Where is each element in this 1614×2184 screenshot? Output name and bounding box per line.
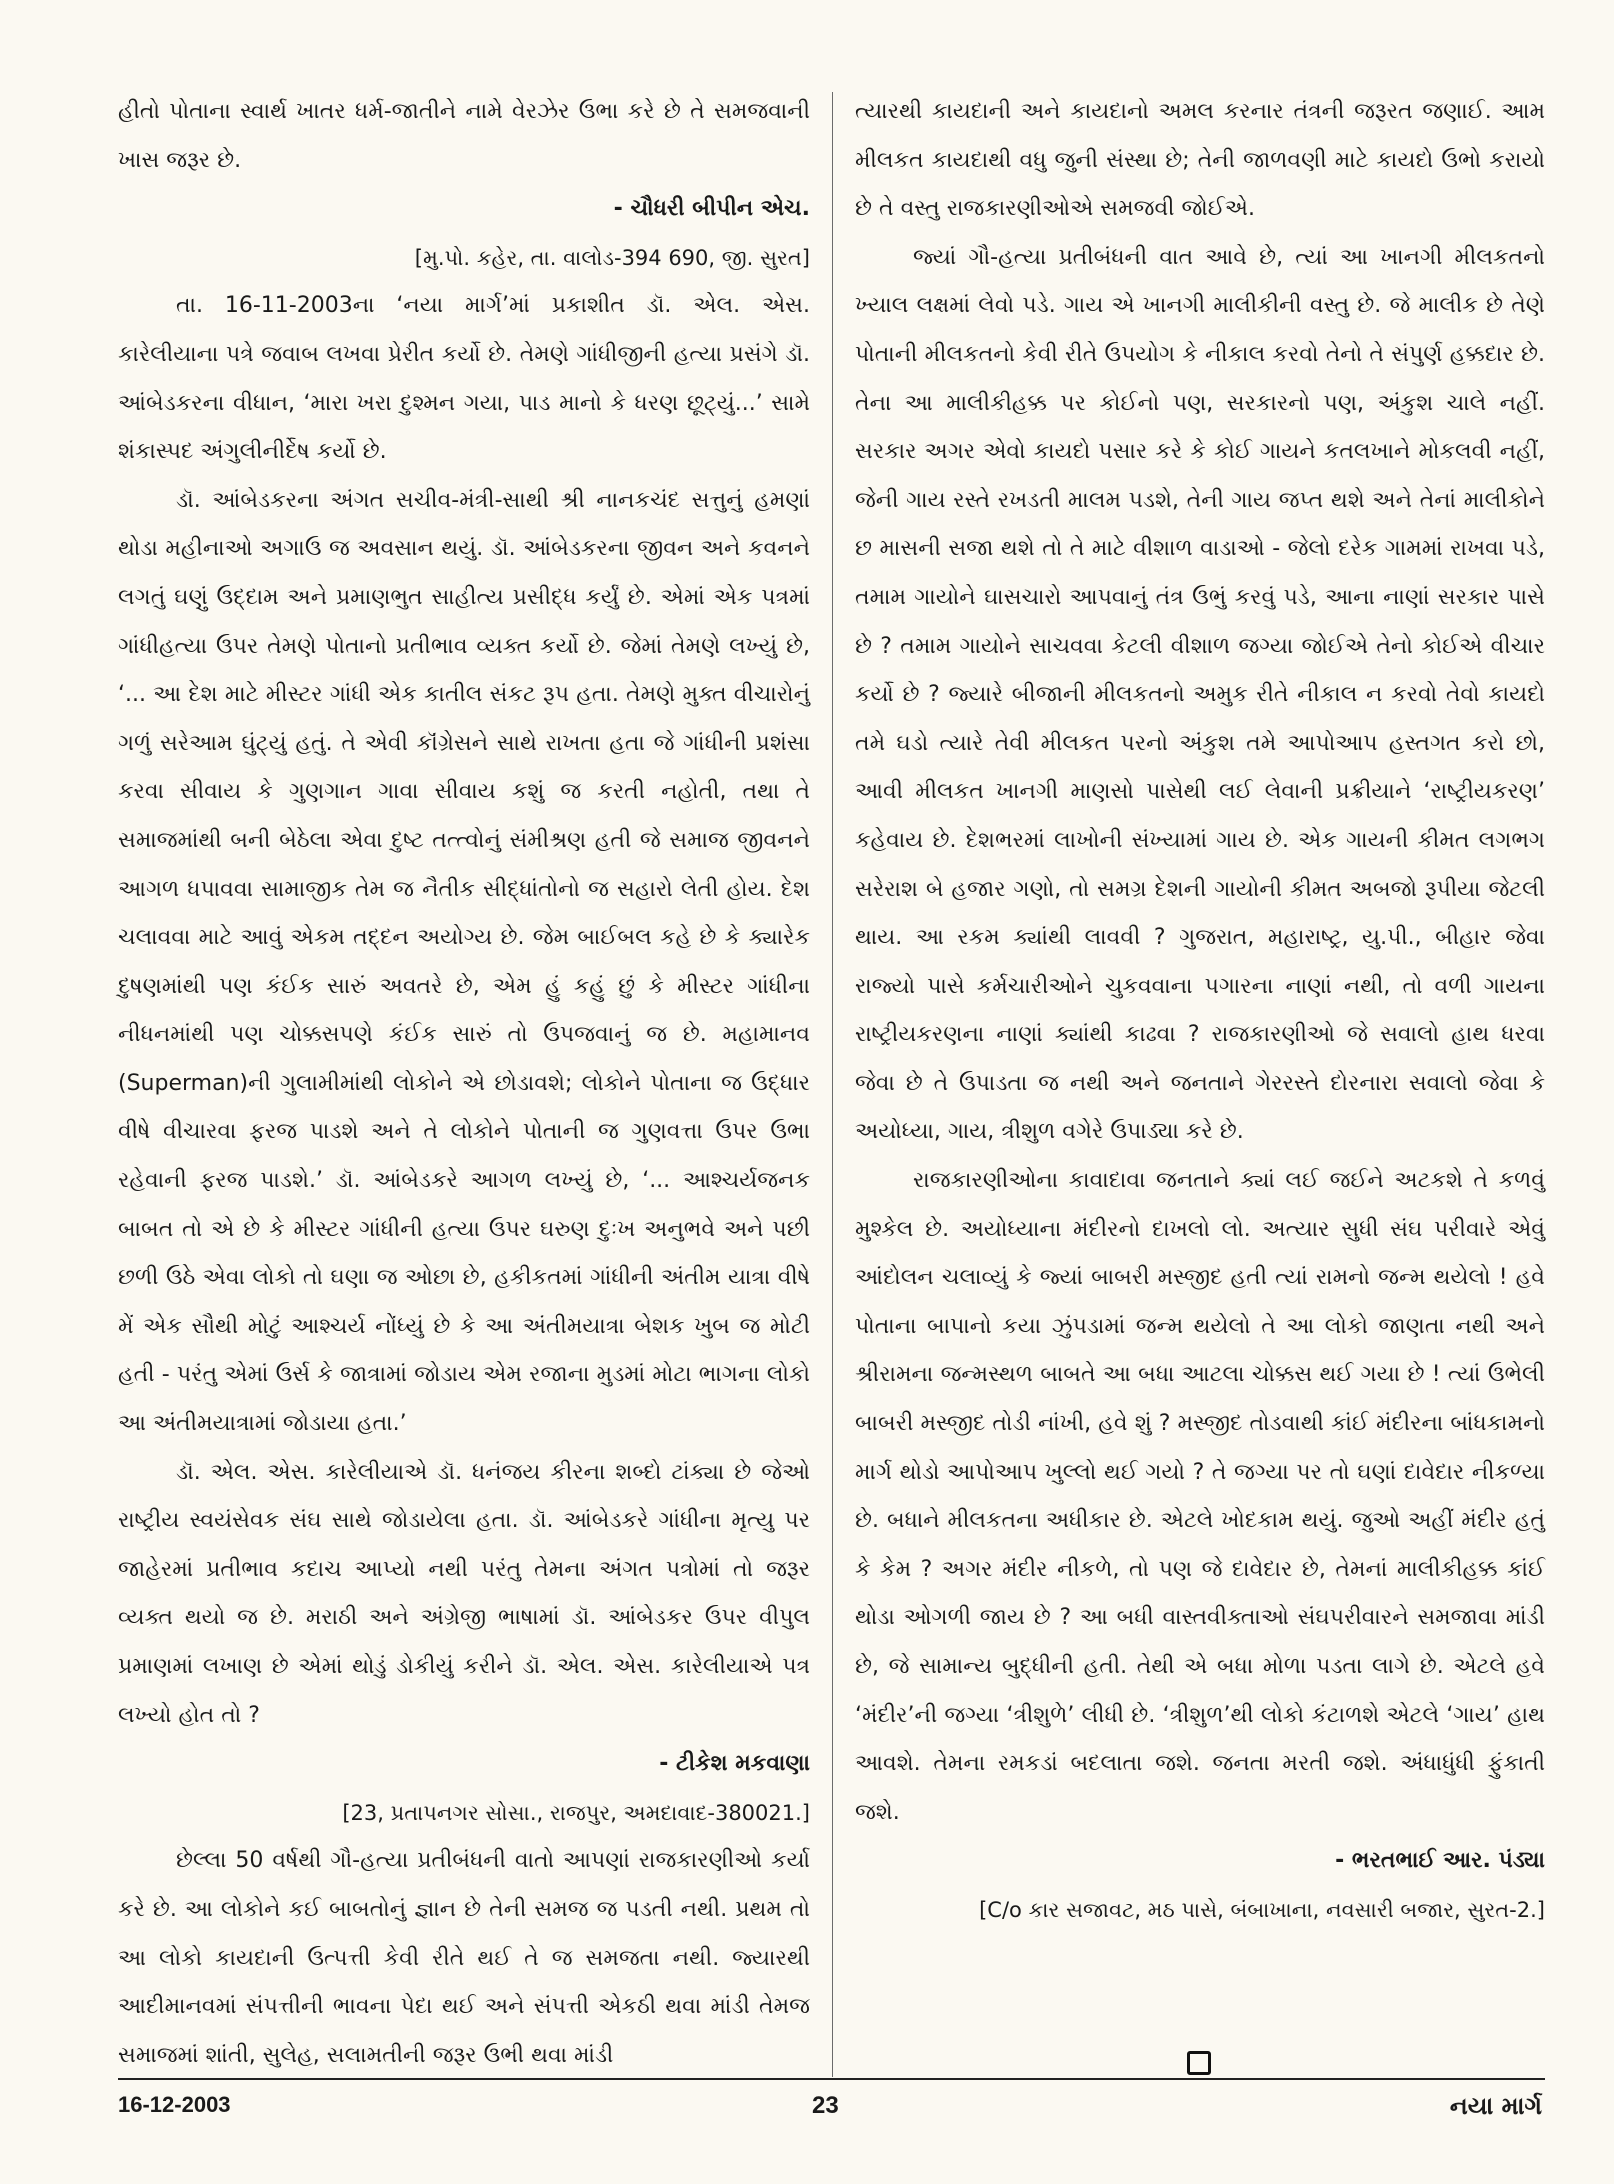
letter3-paragraph-2: જ્યાં ગૌ-હત્યા પ્રતીબંધની વાત આવે છે, ત્યાં આ ખાનગી મીલકતનો ખ્યાલ લક્ષમાં લેવો પડે. ગાય એ ખાનગી માલીકીની વસ્તુ છે. જે માલીક છે તેણે પોતાની મીલકતનો કેવી રીતે ઉપયોગ કે નીકાલ કરવો તેનો તે સંપુર્ણ હક્કદાર છે. તેના આ માલીકીહક્ક પર કોઈનો પણ, સરકારનો પણ, અંકુશ ચાલે નહીં. સરકાર અગર એવો કાયદો પસાર કરે કે કોઈ ગાયને કતલખાને મોકલવી નહીં, જેની ગાય રસ્તે રખડતી માલમ પડશે, તેની ગાય જપ્ત થશે અને તેનાં માલીકોને છ માસની સજા થશે તો તે માટે વીશાળ વાડાઓ - જેલો દરેક ગામમાં રાખવા પડે, તમામ ગાયોને ઘાસચારો આપવાનું તંત્ર ઉભું કરવું પડે, આના નાણાં સરકાર પાસે છે ? તમામ ગાયોને સાચવવા કેટલી વીશાળ જગ્યા જોઈએ તેનો કોઈએ વીચાર કર્યો છે ? જ્યારે બીજાની મીલકતનો અમુક રીતે નીકાલ ન કરવો તેવો કાયદો તમે ઘડો ત્યારે તેવી મીલકત પરનો અંકુશ તમે આપોઆપ હસ્તગત કરો છો, આવી મીલકત ખાનગી માણસો પાસેથી લઈ લેવાની પ્રક્રીયાને ‘રાષ્ટ્રીયકરણ’ કહેવાય છે. દેશભરમાં લાખોની સંખ્યામાં ગાય છે. એક ગાયની કીમત લગભગ સરેરાશ બે હજાર ગણો, તો સમગ્ર દેશની ગાયોની કીમત અબજો રૂપીયા જેટલી થાય. આ રકમ ક્યાંથી લાવવી ? ગુજરાત, મહારાષ્ટ્ર, યુ.પી., બીહાર જેવા રાજ્યો પાસે કર્મચારીઓને ચુકવવાના પગારના નાણાં નથી, તો વળી ગાયના રાષ્ટ્રીયકરણના નાણાં ક્યાંથી કાઢવા ? રાજકારણીઓ જે સવાલો હાથ ધરવા જેવા છે તે ઉપાડતા જ નથી અને જનતાને ગેરરસ્તે દોરનારા સવાલો જેવા કે અયોધ્યા, ગાય, ત્રીશુળ વગેરે ઉપાડ્યા કરે છે. — [855, 244, 1545, 1145]
letter2-paragraph-2: ડૉ. આંબેડકરના અંગત સચીવ-મંત્રી-સાથી શ્રી નાનકચંદ સત્તુનું હમણાં થોડા મહીનાઓ અગાઉ જ અવસાન થયું. ડૉ. આંબેડકરના જીવન અને કવનને લગતું ઘણું ઉદ્દામ અને પ્રમાણભુત સાહીત્ય પ્રસીદ્ધ કર્યું છે. એમાં એક પત્રમાં ગાંધીહત્યા ઉપર તેમણે પોતાનો પ્રતીભાવ વ્યક્ત કર્યો છે. જેમાં તેમણે લખ્યું છે, ‘... આ દેશ માટે મીસ્ટર ગાંધી એક કાતીલ સંકટ રૂપ હતા. તેમણે મુક્ત વીચારોનું ગળું સરેઆમ ઘુંટ્યું હતું. તે એવી કૉંગ્રેસને સાથે રાખતા હતા જે ગાંધીની પ્રશંસા કરવા સીવાય કે ગુણગાન ગાવા સીવાય કશું જ કરતી નહોતી, તથા તે સમાજમાંથી બની બેઠેલા એવા દુષ્ટ તત્ત્વોનું સંમીશ્રણ હતી જે સમાજ જીવનને આગળ ધપાવવા સામાજીક તેમ જ નૈતીક સીદ્ધાંતોનો જ સહારો લેતી હોય. દેશ ચલાવવા માટે આવું એકમ તદ્દન અયોગ્ય છે. જેમ બાઈબલ કહે છે કે ક્યારેક દુષણમાંથી પણ કંઈક સારું અવતરે છે, એમ હું કહું છું કે મીસ્ટર ગાંધીના નીધનમાંથી પણ ચોક્કસપણે કંઈક સારું તો ઉપજવાનું જ છે. મહામાનવ (Superman)ની ગુલામીમાંથી લોકોને એ છોડાવશે; લોકોને પોતાના જ ઉદ્ધાર વીષે વીચારવા ફરજ પાડશે અને તે લોકોને પોતાની જ ગુણવત્તા ઉપર ઉભા રહેવાની ફરજ પાડશે.’ ડૉ. આંબેડકરે આગળ લખ્યું છે, ‘... આશ્ચર્યજનક બાબત તો એ છે કે મીસ્ટર ગાંધીની હત્યા ઉપર ઘરુણ દુઃખ અનુભવે અને પછી છળી ઉઠે એવા લોકો તો ઘણા જ ઓછા છે, હકીકતમાં ગાંધીની અંતીમ યાત્રા વીષે મેં એક સૌથી મોટું આશ્ચર્ય નોંધ્યું છે કે આ અંતીમયાત્રા બેશક ખુબ જ મોટી હતી - પરંતુ એમાં ઉર્સ કે જાત્રામાં જોડાય એમ રજાના મુડમાં મોટા ભાગના લોકો આ અંતીમયાત્રામાં જોડાયા હતા.’ — [118, 487, 810, 1437]
footer-date: 16-12-2003 — [118, 2092, 231, 2117]
letter3-address: [C/o કાર સજાવટ, મઠ પાસે, બંબાખાના, નવસારી બજાર, સુરત-2.] — [979, 1897, 1545, 1922]
letter3-paragraph-1: છેલ્લા 50 વર્ષથી ગૌ-હત્યા પ્રતીબંધની વાતો આપણાં રાજકારણીઓ કર્યા કરે છે. આ લોકોને કઈ બાબતોનું જ્ઞાન છે તેની સમજ જ પડતી નથી. પ્રથમ તો આ લોકો કાયદાની ઉત્પત્તી કેવી રીતે થઈ તે જ સમજતા નથી. જ્યારથી આદીમાનવમાં સંપત્તીની ભાવના પેદા થઈ અને સંપત્તી એકઠી થવા માંડી તેમજ સમાજમાં શાંતી, સુલેહ, સલામતીની જરૂર ઉભી થવા માંડી — [118, 1848, 810, 2068]
letter1-signature: - ચૌધરી બીપીન એચ. — [613, 196, 810, 222]
letter1-closing-text: હીતો પોતાના સ્વાર્થ ખાતર ધર્મ-જાતીને નામે વેરઝેર ઉભા કરે છે તે સમજવાની ખાસ જરૂર છે. — [118, 99, 810, 173]
letter3-paragraph-1-cont: ત્યારથી કાયદાની અને કાયદાનો અમલ કરનાર તંત્રની જરૂરત જણાઈ. આમ મીલકત કાયદાથી વધુ જુની સંસ્થા છે; તેની જાળવણી માટે કાયદો ઉભો કરાયો છે તે વસ્તુ રાજકારણીઓએ સમજવી જોઈએ. — [855, 99, 1545, 222]
letter2-paragraph-3: ડૉ. એલ. એસ. કારેલીયાએ ડૉ. ધનંજય કીરના શબ્દો ટાંક્યા છે જેઓ રાષ્ટ્રીય સ્વયંસેવક સંઘ સાથે જોડાયેલા હતા. ડૉ. આંબેડકરે ગાંધીના મૃત્યુ પર જાહેરમાં પ્રતીભાવ કદાચ આપ્યો નથી પરંતુ તેમના અંગત પત્રોમાં તો જરૂર વ્યક્ત થયો જ છે. મરાઠી અને અંગ્રેજી ભાષામાં ડૉ. આંબેડકર ઉપર વીપુલ પ્રમાણમાં લખાણ છે એમાં થોડું ડોકીયું કરીને ડૉ. એલ. એસ. કારેલીયાએ પત્ર લખ્યો હોત તો ? — [118, 1459, 810, 1728]
letter1-address: [મુ.પો. કહેર, તા. વાલોડ-394 690, જી. સુરત] — [414, 245, 810, 270]
letter3-paragraph-3: રાજકારણીઓના કાવાદાવા જનતાને ક્યાં લઈ જઈને અટકશે તે કળવું મુશ્કેલ છે. અયોધ્યાના મંદીરનો દાખલો લો. અત્યાર સુધી સંઘ પરીવારે એવું આંદોલન ચલાવ્યું કે જ્યાં બાબરી મસ્જીદ હતી ત્યાં રામનો જન્મ થયેલો ! હવે પોતાના બાપાનો કયા ઝુંપડામાં જન્મ થયેલો તે આ લોકો જાણતા નથી અને શ્રીરામના જન્મસ્થળ બાબતે આ બધા આટલા ચોક્કસ થઈ ગયા છે ! ત્યાં ઉભેલી બાબરી મસ્જીદ તોડી નાંખી, હવે શું ? મસ્જીદ તોડવાથી કાંઈ મંદીરના બાંધકામનો માર્ગ થોડો આપોઆપ ખુલ્લો થઈ ગયો ? તે જગ્યા પર તો ઘણાં દાવેદાર નીકળ્યા છે. બધાને મીલકતના અધીકાર છે. એટલે ખોદકામ થયું. જુઓ અહીં મંદીર હતું કે કેમ ? અગર મંદીર નીકળે, તો પણ જે દાવેદાર છે, તેમનાં માલીકીહક્ક કાંઈ થોડા ઓગળી જાય છે ? આ બધી વાસ્તવીક્તાઓ સંઘપરીવારને સમજાવા માંડી છે, જે સામાન્ય બુદ્ધીની હતી. તેથી એ બધા મોળા પડતા લાગે છે. એટલે હવે ‘મંદીર’ની જગ્યા ‘ત્રીશુળે’ લીધી છે. ‘ત્રીશુળ’થી લોકો કંટાળશે એટલે ‘ગાય’ હાથ આવશે. તેમના રમકડાં બદલાતા જશે. જનતા મરતી જશે. અંધાધુંધી ફુંકાતી જશે. — [855, 1168, 1545, 1825]
page-number: 23 — [812, 2092, 839, 2119]
letter2-address: [23, પ્રતાપનગર સોસા., રાજપુર, અમદાવાદ-380021.] — [342, 1800, 810, 1825]
letter2-signature: - ટીકેશ મકવાણા — [659, 1751, 810, 1777]
magazine-name: નયા માર્ગ — [1449, 2092, 1542, 2120]
letter3-signature: - ભરતભાઈ આર. પંડ્યા — [1335, 1848, 1545, 1874]
letter2-paragraph-1: તા. 16-11-2003ના ‘નયા માર્ગ’માં પ્રકાશીત ડૉ. એલ. એસ. કારેલીયાના પત્રે જવાબ લખવા પ્રેરીત કર્યો છે. તેમણે ગાંધીજીની હત્યા પ્રસંગે ડૉ. આંબેડકરના વીધાન, ‘મારા ખરા દુશ્મન ગયા, પાડ માનો કે ધરણ છૂટ્યું...’ સામે શંકાસ્પદ અંગુલીનીર્દેષ કર્યો છે. — [118, 293, 810, 465]
left-column — [118, 88, 810, 2080]
column-divider — [832, 92, 833, 2077]
end-mark-icon — [1187, 2051, 1211, 2075]
footer-rule — [118, 2078, 1545, 2080]
right-column — [855, 88, 1545, 1935]
